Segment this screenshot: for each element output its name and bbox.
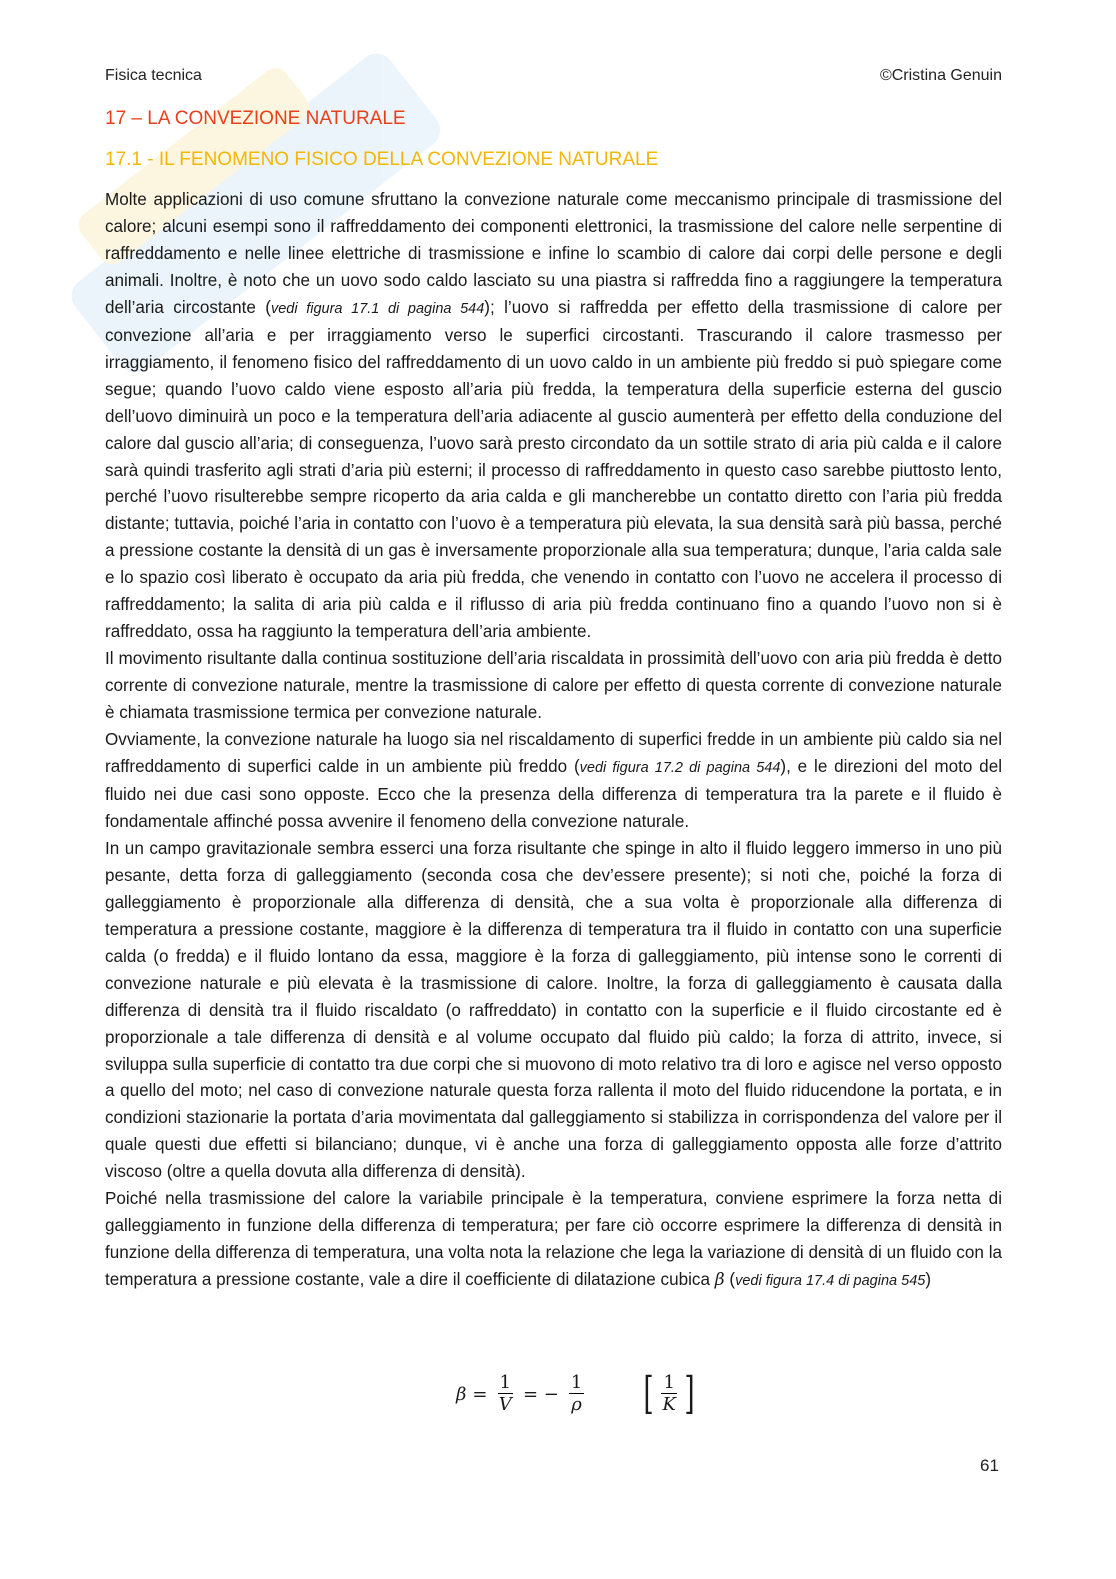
formula-unit: [ $\frac{1}{K}$ ]	[643, 1368, 695, 1419]
fraction-1-over-rho: $\frac{1}{\rho}$	[570, 1371, 583, 1415]
formula-equals: =	[472, 1383, 488, 1405]
paragraph-3: Ovviamente, la convezione naturale ha luogo sia nel riscaldamento di superfici fredde in un ambiente più caldo sia nel raffreddamento di superfici calde in un ambiente più freddo (vedi figura 17.2 di pagina 544), e le direzioni del moto del fluido nei due casi sono opposte. Ecco che la presenza della differenza di temperatura tra la parete e il fluido è fondamentale affinché possa avvenire il fenomeno della convezione naturale.	[105, 730, 1002, 831]
paragraph-5: Poiché nella trasmissione del calore la variabile principale è la temperatura, conviene esprimere la forza netta di galleggiamento in funzione della differenza di temperatura; per fare ciò occorre esprimere la differenza di densità in funzione della differenza di temperatura, una volta nota la relazione che lega la variazione di densità di un fluido con la temperatura a pressione costante, vale a dire il coefficiente di dilatazione cubica β (vedi figura 17.4 di pagina 545)	[105, 1189, 1002, 1291]
formula-equals-minus: = −	[522, 1383, 559, 1405]
header-author: ©Cristina Genuin	[879, 67, 1002, 84]
section-heading: 17.1 - IL FENOMENO FISICO DELLA CONVEZIONE NATURALE	[105, 149, 659, 170]
paragraph-1: Molte applicazioni di uso comune sfruttano la convezione naturale come meccanismo principale di trasmissione del calore; alcuni esempi sono il raffreddamento dei componenti elettronici, la trasmissione del calore nelle serpentine di raffreddamento e nelle linee elettriche di trasmissione e infine lo scambio di calore dai corpi delle persone e degli animali. Inoltre, è noto che un uovo sodo caldo lasciato su una piastra si raffredda fino a raggiungere la temperatura dell’aria circostante (vedi figura 17.1 di pagina 544); l’uovo si raffredda per effetto della trasmissione di calore per convezione all’aria e per irraggiamento verso le superfici circostanti. Trascurando il calore trasmesso per irraggiamento, il fenomeno fisico del raffreddamento di un uovo caldo in un ambiente più freddo si può spiegare come segue; quando l’uovo caldo viene esposto all’aria più fredda, la temperatura della superficie esterna del guscio dell’uovo diminuirà un poco e la temperatura dell’aria adiacente al guscio aumenterà per effetto della conduzione del calore dal guscio all’aria; di conseguenza, l’uovo sarà presto circondato da un sottile strato di aria più calda e il calore sarà quindi trasferito agli strati d’aria più esterni; il processo di raffreddamento in questo caso sarebbe piuttosto lento, perché l’uovo risulterebbe sempre ricoperto da aria calda e gli mancherebbe un contatto diretto con l’aria più fredda distante; tuttavia, poiché l’aria in contatto con l’uovo è a temperatura più elevata, la sua densità sarà più bassa, perché a pressione costante la densità di un gas è inversamente proporzionale alla sua temperatura; dunque, l’aria calda sale e lo spazio così liberato è occupato da aria più fredda, che venendo in contatto con l’uovo ne accelera il processo di raffreddamento; la salita di aria più calda e il riflusso di aria più fredda continuano fino a quando l’uovo non si è raffreddato, ossa ha raggiunto la temperatura dell’aria ambiente.	[105, 190, 1002, 642]
formula-beta	[456, 1368, 698, 1419]
fraction-1-over-v: $\frac{1}{V}$	[498, 1371, 512, 1415]
chapter-heading: 17 – LA CONVEZIONE NATURALE	[105, 108, 406, 129]
paragraph-2: Il movimento risultante dalla continua sostituzione dell’aria riscaldata in prossimità dell’uovo con aria più fredda è detto corrente di convezione naturale, mentre la trasmissione di calore per effetto di questa corrente di convezione naturale è chiamata trasmissione termica per convezione naturale.	[105, 649, 1002, 723]
page-number: 61	[980, 1456, 999, 1475]
figure-reference: vedi figura 17.2 di pagina 544	[579, 760, 781, 777]
formula-lhs: β	[456, 1383, 467, 1405]
page-header	[105, 67, 1002, 85]
beta-symbol: β	[714, 1270, 725, 1291]
figure-reference: vedi figura 17.4 di pagina 545	[735, 1273, 926, 1290]
paragraph-4: In un campo gravitazionale sembra esserci una forza risultante che spinge in alto il fluido leggero immerso in uno più pesante, detta forza di galleggiamento (seconda cosa che dev’essere presente); si noti che, poiché la forza di galleggiamento è proporzionale alla differenza di densità, che a sua volta è proporzionale alla differenza di temperatura a pressione costante, maggiore è la differenza di temperatura tra il fluido in contatto con una superficie calda (o fredda) e il fluido lontano da essa, maggiore è la forza di galleggiamento, più intense sono le correnti di convezione naturale e più elevata è la trasmissione di calore. Inoltre, la forza di galleggiamento è causata dalla differenza di densità tra il fluido riscaldato (o raffreddato) in contatto con la superficie e il fluido circostante ed è proporzionale a tale differenza di densità e al volume occupato dal fluido più caldo; la forza di attrito, invece, si sviluppa sulla superficie di contatto tra due corpi che si muovono di moto relativo tra di loro e agisce nel verso opposto a quello del moto; nel caso di convezione naturale questa forza rallenta il moto del fluido riducendone la portata, e in condizioni stazionarie la portata d’aria movimentata dal galleggiamento si stabilizza in corrispondenza del valore per il quale questi due effetti si bilanciano; dunque, vi è anche una forza di galleggiamento opposta alle forze d’attrito viscoso (oltre a quella dovuta alla differenza di densità).	[105, 838, 1002, 1182]
header-course-title: Fisica tecnica	[105, 67, 202, 84]
body-text	[105, 187, 1002, 1295]
figure-reference: vedi figura 17.1 di pagina 544	[270, 300, 485, 317]
fraction-1-over-k: $\frac{1}{K}$	[662, 1371, 676, 1415]
